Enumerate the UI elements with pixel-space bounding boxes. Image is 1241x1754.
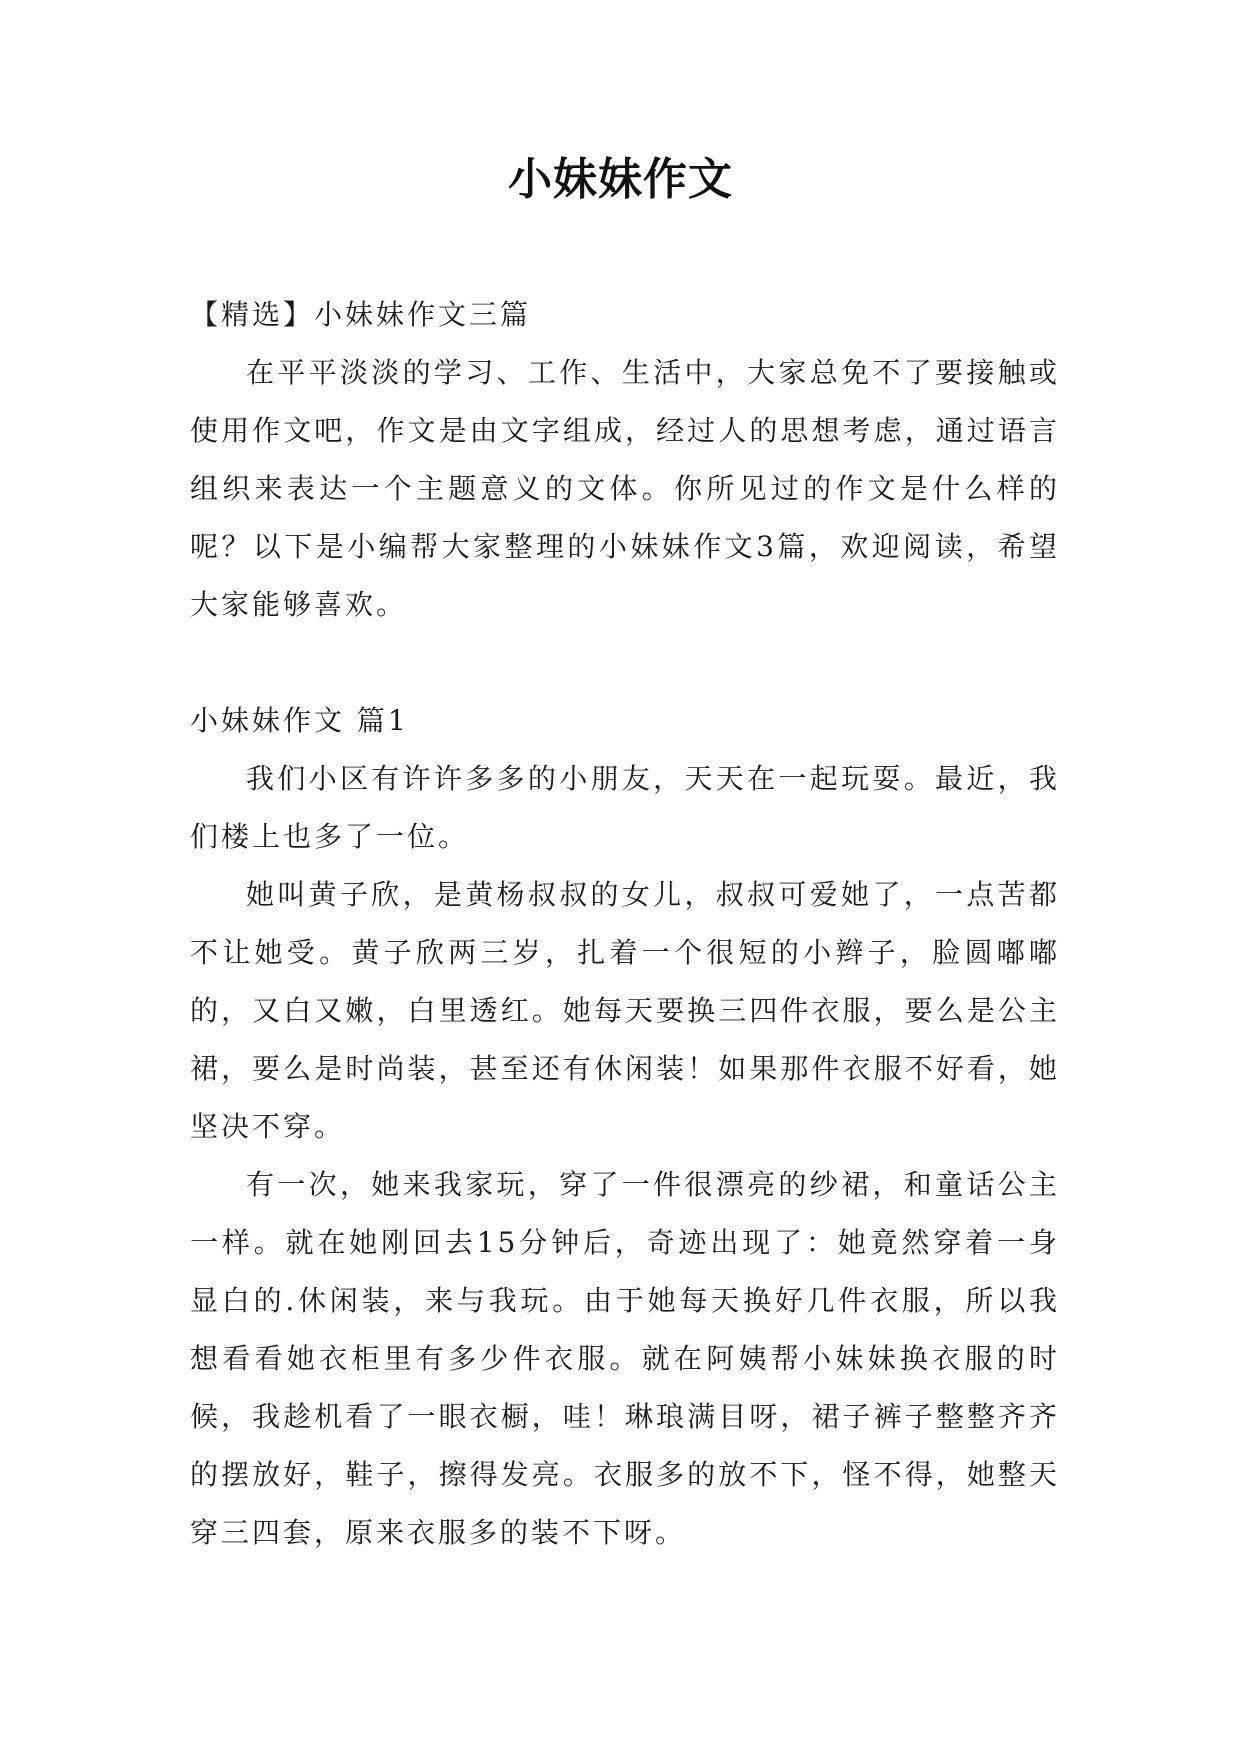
body-paragraph: 我们小区有许许多多的小朋友，天天在一起玩耍。最近，我们楼上也多了一位。 <box>190 762 1060 853</box>
document-body <box>190 286 1060 1562</box>
section-spacer <box>190 634 1060 692</box>
body-paragraph: 她叫黄子欣，是黄杨叔叔的女儿，叔叔可爱她了，一点苦都不让她受。黄子欣两三岁，扎着一个很短的小辫子，脸圆嘟嘟的，又白又嫩，白里透红。她每天要换三四件衣服，要么是公主裙，要么是时尚装，甚至还有休闲装！如果那件衣服不好看，她坚决不穿。 <box>190 878 1060 1143</box>
subtitle: 【精选】小妹妹作文三篇 <box>190 298 532 331</box>
section-heading: 小妹妹作文 篇1 <box>190 704 409 737</box>
intro-paragraph: 在平平淡淡的学习、工作、生活中，大家总免不了要接触或使用作文吧，作文是由文字组成，经过人的思想考虑，通过语言组织来表达一个主题意义的文体。你所见过的作文是什么样的呢？以下是小编帮大家整理的小妹妹作文3篇，欢迎阅读，希望大家能够喜欢。 <box>190 356 1060 621</box>
body-paragraph: 有一次，她来我家玩，穿了一件很漂亮的纱裙，和童话公主一样。就在她刚回去15分钟后，奇迹出现了：她竟然穿着一身显白的.休闲装，来与我玩。由于她每天换好几件衣服，所以我想看看她衣柜里有多少件衣服。就在阿姨帮小妹妹换衣服的时候，我趁机看了一眼衣橱，哇！琳琅满目呀，裙子裤子整整齐齐的摆放好，鞋子，擦得发亮。衣服多的放不下，怪不得，她整天穿三四套，原来衣服多的装不下呀。 <box>190 1168 1060 1549</box>
document-title: 小妹妹作文 <box>508 154 733 205</box>
